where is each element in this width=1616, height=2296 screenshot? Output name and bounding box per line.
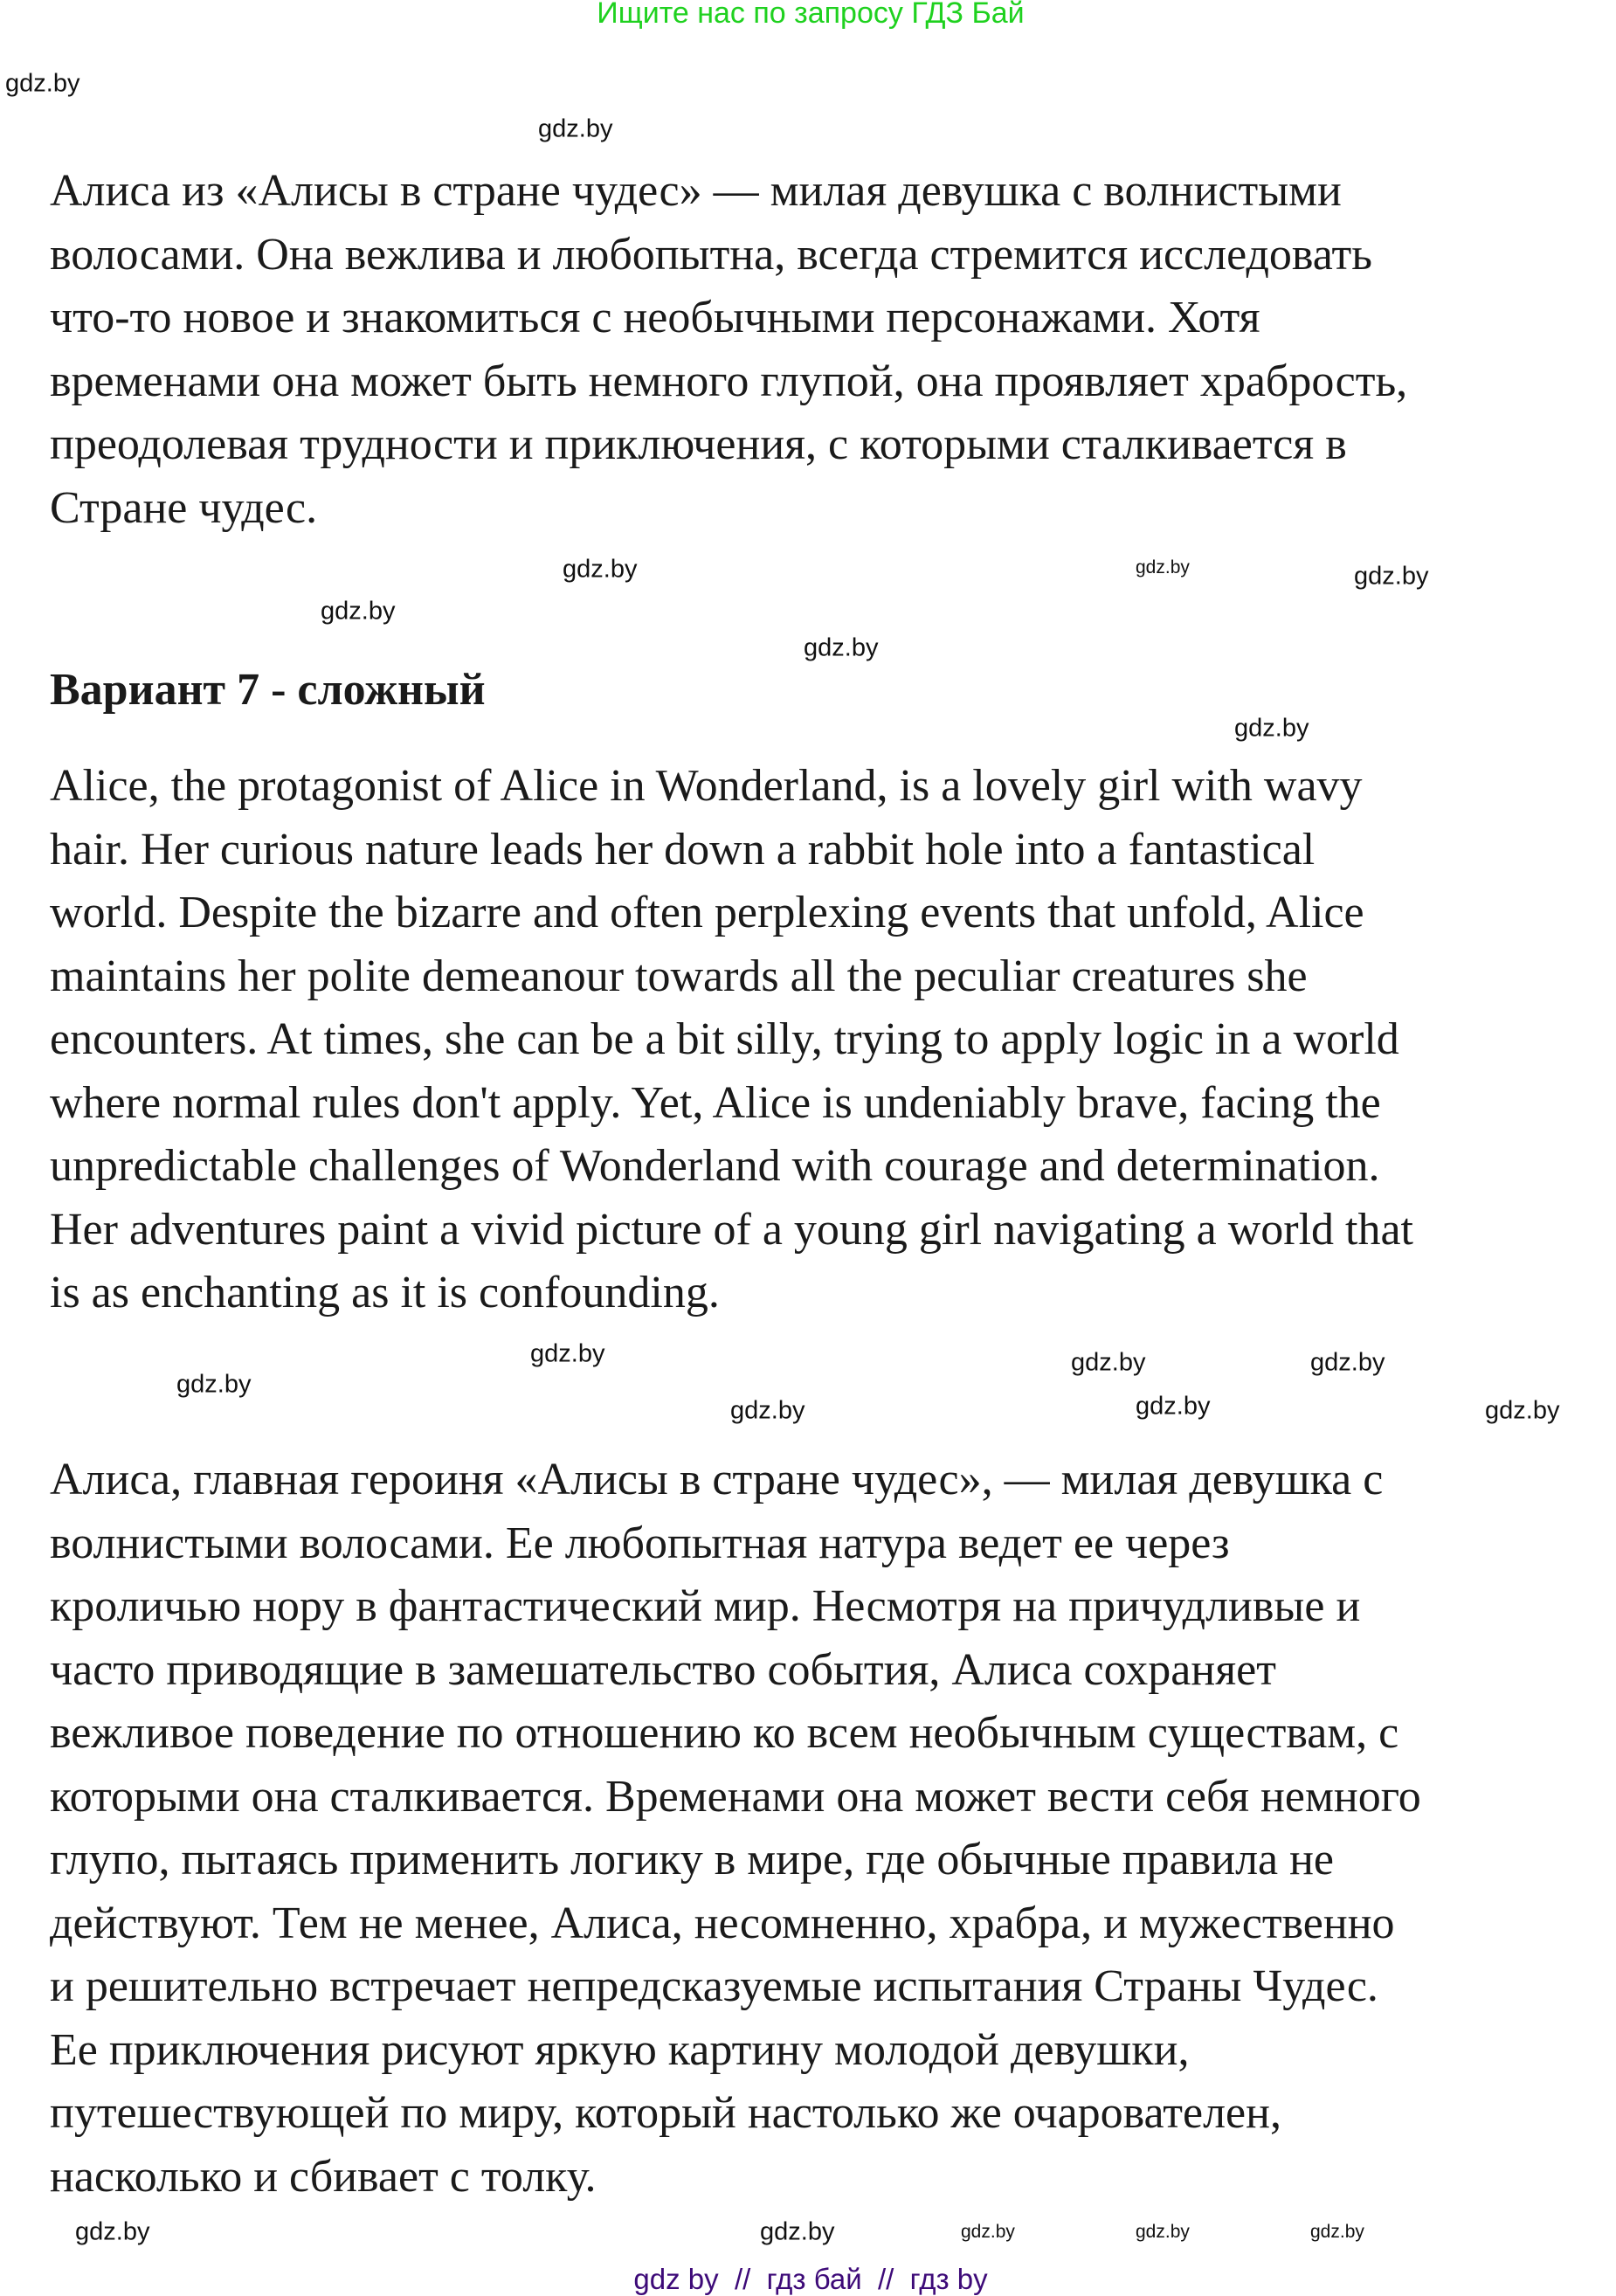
- text-line: которыми она сталкивается. Временами она может вести себя немного: [50, 1771, 1421, 1822]
- watermark: gdz.by: [530, 1339, 605, 1368]
- section-heading: Вариант 7 - сложный: [50, 665, 486, 715]
- footer-links[interactable]: gdz by // гдз бай // гдз by: [633, 2263, 988, 2295]
- watermark: gdz.by: [1136, 557, 1190, 577]
- watermark: gdz.by: [563, 555, 638, 584]
- text-line: Her adventures paint a vivid picture of a young girl navigating a world that: [50, 1204, 1413, 1255]
- text-line: hair. Her curious nature leads her down a rabbit hole into a fantastical: [50, 824, 1316, 875]
- text-line: where normal rules don't apply. Yet, Alice is undeniably brave, facing the: [50, 1077, 1381, 1128]
- watermark: gdz.by: [1071, 1348, 1146, 1377]
- text-line: волнистыми волосами. Ее любопытная натура ведет ее через: [50, 1518, 1230, 1568]
- watermark: gdz.by: [75, 2217, 150, 2246]
- text-line: вежливое поведение по отношению ко всем необычным существам, с: [50, 1708, 1399, 1758]
- text-line: путешествующей по миру, который настолько же очарователен,: [50, 2088, 1281, 2138]
- watermark: gdz.by: [1310, 2222, 1364, 2242]
- watermark: gdz.by: [1136, 2222, 1190, 2242]
- watermark: gdz.by: [1354, 562, 1429, 591]
- watermark: gdz.by: [760, 2217, 835, 2246]
- watermark: gdz.by: [1136, 1392, 1211, 1421]
- text-line: Алиса, главная героиня «Алисы в стране чудес», — милая девушка с: [50, 1455, 1384, 1504]
- text-line: world. Despite the bizarre and often perplexing events that unfold, Alice: [50, 888, 1364, 937]
- watermark: gdz.by: [1310, 1348, 1385, 1377]
- search-hint-banner: Ищите нас по запросу ГДЗ Бай: [597, 0, 1025, 30]
- watermark: gdz.by: [538, 114, 613, 143]
- watermark: gdz.by: [1234, 714, 1309, 743]
- text-line: глупо, пытаясь применить логику в мире, где обычные правила не: [50, 1835, 1335, 1885]
- text-line: и решительно встречает непредсказуемые испытания Страны Чудес.: [50, 1961, 1378, 2011]
- paragraph-english: [50, 755, 1413, 1325]
- text-line: часто приводящие в замешательство события, Алиса сохраняет: [50, 1644, 1276, 1695]
- text-line: преодолевая трудности и приключения, с которыми сталкивается в: [50, 419, 1347, 469]
- text-line: maintains her polite demeanour towards all the peculiar creatures she: [50, 951, 1308, 1001]
- text-line: что-то новое и знакомиться с необычными персонажами. Хотя: [50, 293, 1260, 342]
- watermark: gdz.by: [5, 69, 80, 98]
- watermark: gdz.by: [1485, 1396, 1560, 1425]
- watermark: gdz.by: [321, 597, 396, 626]
- text-line: насколько и сбивает с толку.: [50, 2151, 597, 2202]
- watermark: gdz.by: [730, 1396, 805, 1425]
- text-line: Alice, the protagonist of Alice in Wonderland, is a lovely girl with wavy: [50, 761, 1363, 811]
- text-line: Ее приключения рисуют яркую картину молодой девушки,: [50, 2024, 1190, 2075]
- text-line: волосами. Она вежлива и любопытна, всегда стремится исследовать: [50, 229, 1372, 280]
- watermark: gdz.by: [176, 1370, 252, 1399]
- text-line: Стране чудес.: [50, 482, 318, 533]
- text-line: Алиса из «Алисы в стране чудес» — милая девушка с волнистыми: [50, 166, 1342, 216]
- text-line: кроличью нору в фантастический мир. Несмотря на причудливые и: [50, 1581, 1361, 1631]
- watermark: gdz.by: [804, 633, 879, 662]
- text-line: encounters. At times, she can be a bit silly, trying to apply logic in a world: [50, 1014, 1399, 1064]
- text-line: unpredictable challenges of Wonderland with courage and determination.: [50, 1141, 1380, 1191]
- paragraph-russian-short: [50, 160, 1407, 540]
- text-line: is as enchanting as it is confounding.: [50, 1268, 720, 1317]
- text-line: временами она может быть немного глупой, она проявляет храбрость,: [50, 356, 1408, 406]
- watermark: gdz.by: [961, 2222, 1015, 2242]
- paragraph-russian-long: [50, 1449, 1421, 2209]
- text-line: действуют. Тем не менее, Алиса, несомненно, храбра, и мужественно: [50, 1898, 1395, 1948]
